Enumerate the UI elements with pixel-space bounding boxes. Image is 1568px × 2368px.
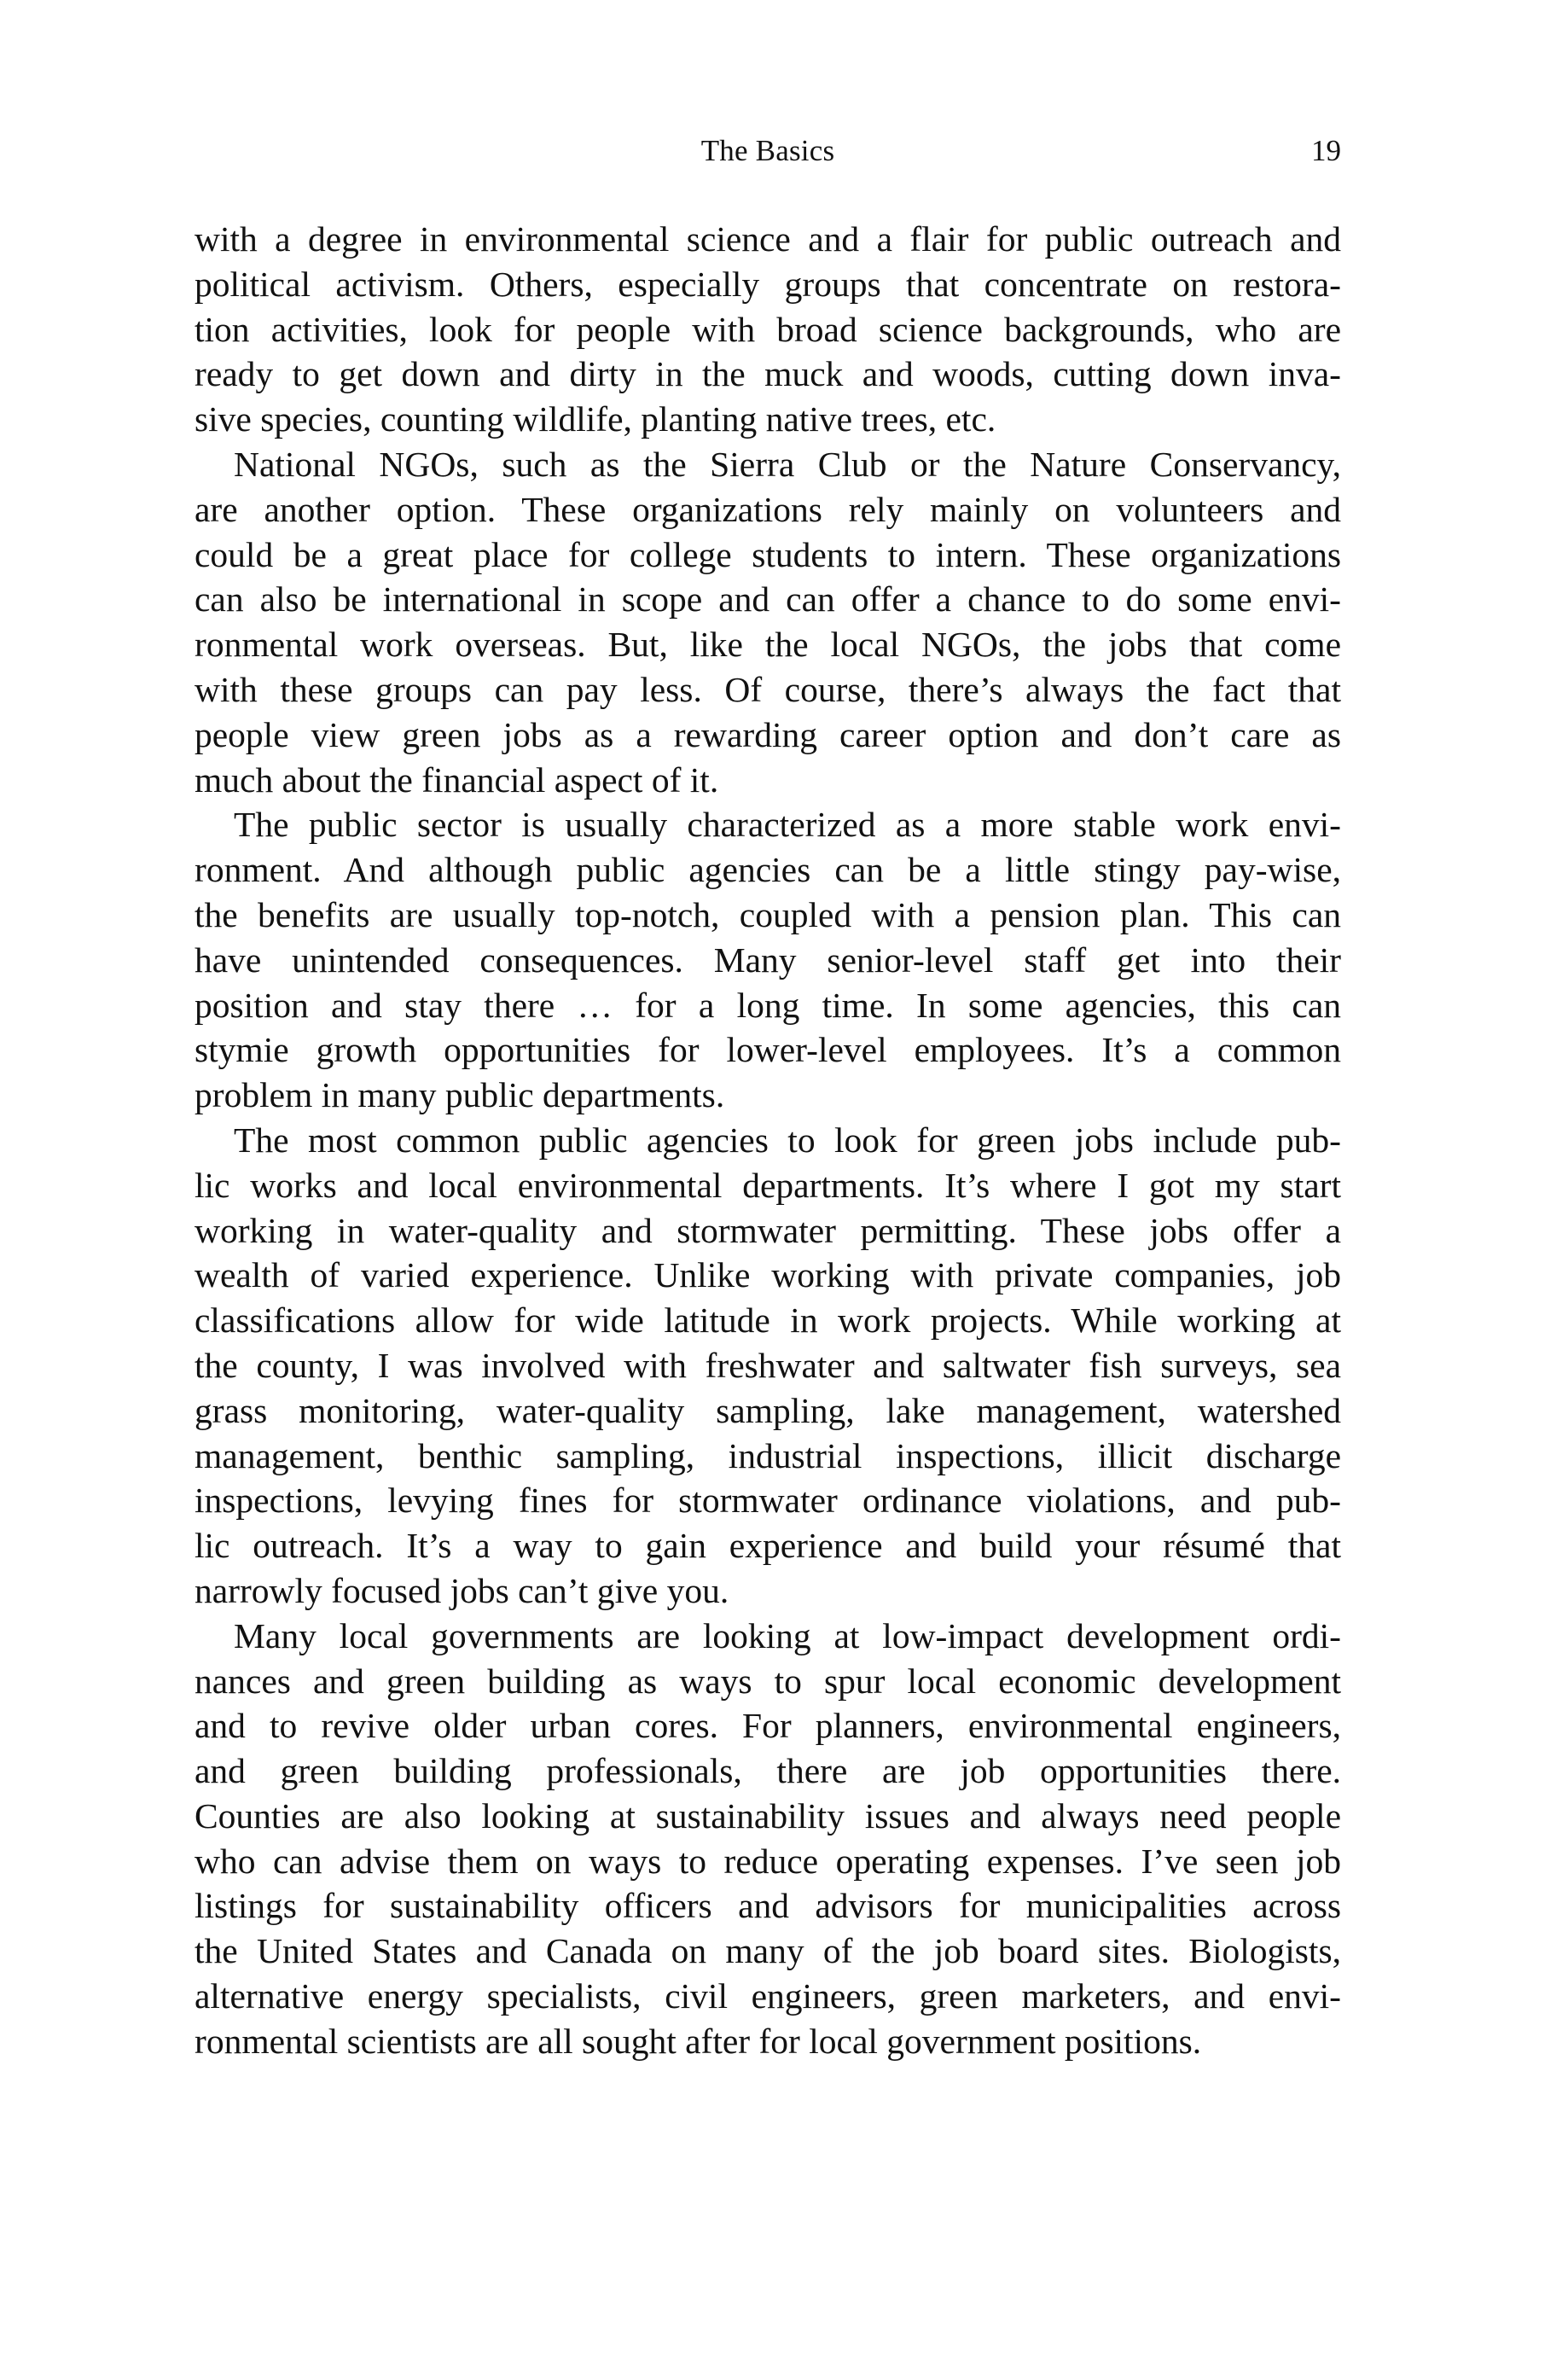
text-line: people view green jobs as a rewarding career option and don’t care as [195,714,1341,754]
text-line: with a degree in environmental science and a flair for public outreach and [195,219,1341,259]
paragraph [195,1118,1341,1614]
text-line: ready to get down and dirty in the muck and woods, cutting down inva- [195,354,1341,394]
paragraph [195,442,1341,802]
text-line: and to revive older urban cores. For planners, environmental engineers, [195,1706,1341,1746]
running-title: The Basics [700,134,835,167]
text-line: tion activities, look for people with broad science backgrounds, who are [195,309,1341,349]
text-line: classifications allow for wide latitude in work projects. While working at [195,1300,1341,1341]
text-line: political activism. Others, especially groups that concentrate on restora- [195,264,1341,304]
text-line: alternative energy specialists, civil engineers, green marketers, and envi- [195,1976,1341,2016]
text-line: Counties are also looking at sustainability issues and always need people [195,1795,1341,1836]
text-line: have unintended consequences. Many senior-level staff get into their [195,940,1341,980]
text-line: inspections, levying fines for stormwater ordinance violations, and pub- [195,1481,1341,1521]
text-line: lic works and local environmental departments. It’s where I got my start [195,1165,1341,1205]
text-line: listings for sustainability officers and advisors for municipalities across [195,1886,1341,1926]
text-line: narrowly focused jobs can’t give you. [195,1570,729,1610]
text-line: ronment. And although public agencies can be a little stingy pay-wise, [195,850,1341,890]
body-text [195,217,1341,2064]
text-line: problem in many public departments. [195,1075,725,1115]
text-line: the United States and Canada on many of the job board sites. Biologists, [195,1931,1341,1971]
text-line: The public sector is usually characterized as a more stable work envi- [234,805,1341,845]
text-line: the county, I was involved with freshwater and saltwater fish surveys, sea [195,1345,1341,1385]
text-line: with these groups can pay less. Of course, there’s always the fact that [195,669,1341,709]
text-line: management, benthic sampling, industrial inspections, illicit discharge [195,1435,1341,1475]
text-line: sive species, counting wildlife, planting native trees, etc. [195,399,996,439]
text-line: who can advise them on ways to reduce operating expenses. I’ve seen job [195,1841,1341,1881]
page-number: 19 [1311,134,1341,167]
text-line: ronmental scientists are all sought after for local government positions. [195,2021,1202,2061]
text-line: working in water-quality and stormwater permitting. These jobs offer a [195,1210,1341,1250]
text-line: ronmental work overseas. But, like the local NGOs, the jobs that come [195,625,1341,665]
text-line: Many local governments are looking at low-impact development ordi- [234,1615,1341,1655]
text-line: much about the financial aspect of it. [195,759,719,800]
text-line: The most common public agencies to look for green jobs include pub- [234,1120,1341,1160]
text-line: stymie growth opportunities for lower-level employees. It’s a common [195,1030,1341,1070]
text-line: the benefits are usually top-notch, coupled with a pension plan. This can [195,894,1341,934]
text-line: National NGOs, such as the Sierra Club or the Nature Conservancy, [234,444,1341,484]
text-line: wealth of varied experience. Unlike working with private companies, job [195,1255,1341,1295]
text-line: are another option. These organizations rely mainly on volunteers and [195,489,1341,529]
text-line: grass monitoring, water-quality sampling, lake management, watershed [195,1390,1341,1430]
text-line: nances and green building as ways to spur local economic development [195,1661,1341,1701]
text-line: lic outreach. It’s a way to gain experience and build your résumé that [195,1526,1341,1566]
text-line: position and stay there … for a long time. In some agencies, this can [195,985,1341,1025]
text-line: and green building professionals, there are job opportunities there. [195,1751,1341,1791]
text-line: could be a great place for college students to intern. These organizations [195,534,1341,574]
paragraph [195,217,1341,442]
paragraph [195,1614,1341,2064]
running-header [195,130,1341,172]
paragraph [195,802,1341,1118]
text-line: can also be international in scope and can offer a chance to do some envi- [195,579,1341,620]
